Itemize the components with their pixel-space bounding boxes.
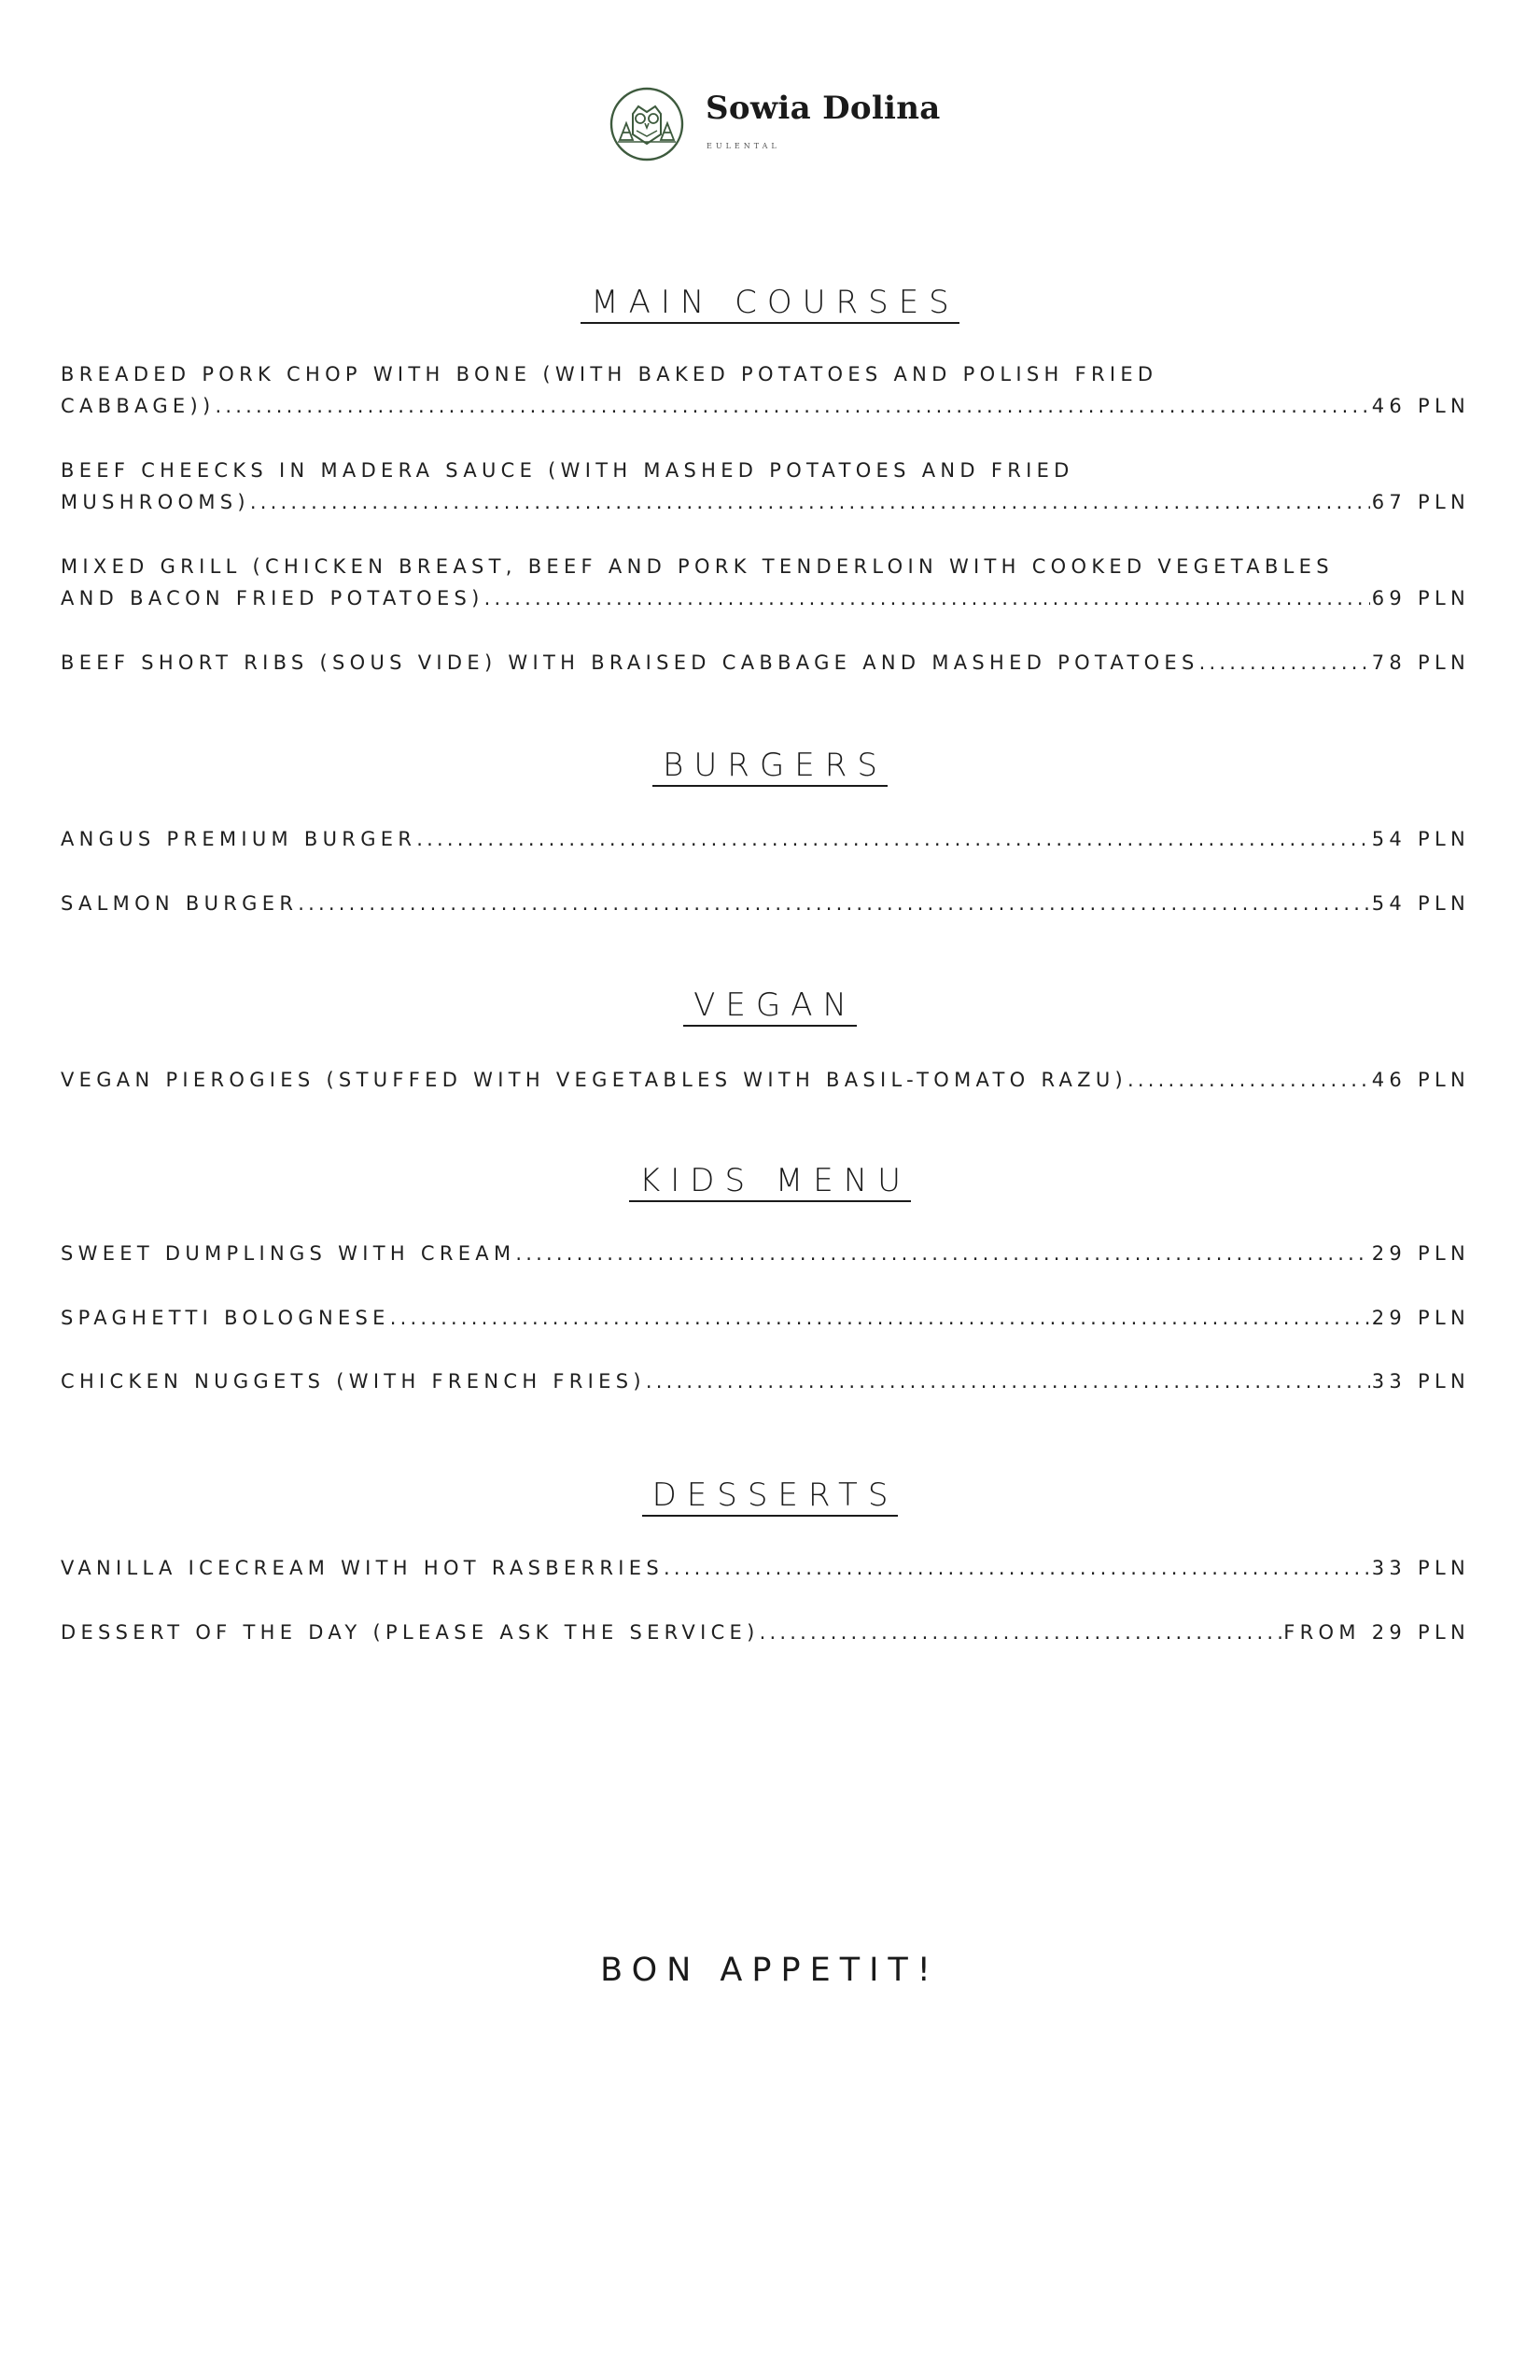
section-title: MAIN COURSES — [581, 284, 959, 324]
section-heading-burgers — [0, 747, 1540, 784]
dot-leader — [515, 1238, 1369, 1269]
item-description-line — [61, 358, 1470, 390]
item-price-line — [61, 1064, 1470, 1096]
dot-leader — [250, 486, 1370, 518]
section-title: VEGAN — [683, 987, 857, 1027]
item-name: SALMON BURGER — [61, 892, 299, 915]
dot-leader — [298, 888, 1370, 919]
section-title: DESSERTS — [642, 1477, 899, 1517]
dot-leader — [390, 1302, 1370, 1334]
menu-item — [61, 1238, 1470, 1269]
section-heading-vegan — [0, 987, 1540, 1024]
item-price: 33 PLN — [1371, 1370, 1470, 1393]
menu-item — [61, 1302, 1470, 1334]
item-price-line — [61, 823, 1470, 855]
menu-item — [61, 888, 1470, 919]
menu-item — [61, 358, 1470, 422]
item-price-line — [61, 1552, 1470, 1584]
item-name: SPAGHETTI BOLOGNESE — [61, 1307, 390, 1329]
item-price: 46 PLN — [1371, 1069, 1470, 1091]
brand-name: Sowia Dolina — [706, 90, 941, 127]
item-price: 33 PLN — [1371, 1557, 1470, 1579]
menu-item — [61, 551, 1470, 614]
dot-leader — [1127, 1064, 1370, 1096]
item-price-line — [61, 888, 1470, 919]
dot-leader — [646, 1365, 1370, 1397]
item-name: SWEET DUMPLINGS WITH CREAM — [61, 1242, 516, 1265]
item-price-line — [61, 647, 1470, 679]
item-price-line — [61, 582, 1470, 614]
item-name: DESSERT OF THE DAY (PLEASE ASK THE SERVICE) — [61, 1621, 760, 1644]
item-price-line — [61, 1302, 1470, 1334]
item-price: 29 PLN — [1371, 1307, 1470, 1329]
item-name: VEGAN PIEROGIES (STUFFED WITH VEGETABLES WITH BASIL-TOMATO RAZU) — [61, 1069, 1128, 1091]
menu-item — [61, 647, 1470, 679]
item-name: BREADED PORK CHOP WITH BONE (WITH BAKED POTATOES AND POLISH FRIED — [61, 363, 1158, 385]
item-price: 54 PLN — [1371, 828, 1470, 850]
item-name-continued: MUSHROOMS) — [61, 491, 250, 513]
section-heading-kids-menu — [0, 1162, 1540, 1199]
item-price: 54 PLN — [1371, 892, 1470, 915]
section-title: KIDS MENU — [629, 1162, 911, 1202]
menu-item — [61, 1552, 1470, 1584]
section-title: BURGERS — [652, 747, 888, 787]
brand-logo — [609, 86, 945, 164]
item-name-continued: AND BACON FRIED POTATOES) — [61, 587, 484, 609]
item-price-line — [61, 486, 1470, 518]
dot-leader — [416, 823, 1369, 855]
item-price: 46 PLN — [1371, 395, 1470, 417]
item-name: CHICKEN NUGGETS (WITH FRENCH FRIES) — [61, 1370, 646, 1393]
item-name: VANILLA ICECREAM WITH HOT RASBERRIES — [61, 1557, 664, 1579]
dot-leader — [484, 582, 1370, 614]
menu-item — [61, 1365, 1470, 1397]
menu-item — [61, 823, 1470, 855]
menu-item — [61, 455, 1470, 518]
item-price: 67 PLN — [1371, 491, 1470, 513]
section-heading-desserts — [0, 1477, 1540, 1514]
item-price-line — [61, 1365, 1470, 1397]
menu-item — [61, 1617, 1470, 1648]
menu-item — [61, 1064, 1470, 1096]
dot-leader — [760, 1617, 1282, 1648]
item-name: MIXED GRILL (CHICKEN BREAST, BEEF AND PORK TENDERLOIN WITH COOKED VEGETABLES — [61, 555, 1334, 578]
item-description-line — [61, 551, 1470, 582]
item-name: BEEF CHEECKS IN MADERA SAUCE (WITH MASHED POTATOES AND FRIED — [61, 459, 1074, 482]
item-description-line — [61, 455, 1470, 486]
item-price: 69 PLN — [1371, 587, 1470, 609]
item-price-line — [61, 1238, 1470, 1269]
closing-message: BON APPETIT! — [600, 1952, 940, 1989]
dot-leader — [215, 390, 1369, 422]
dot-leader — [1199, 647, 1370, 679]
item-name: ANGUS PREMIUM BURGER — [61, 828, 417, 850]
item-price: FROM 29 PLN — [1283, 1621, 1470, 1644]
section-heading-main-courses — [0, 284, 1540, 321]
item-price-line — [61, 1617, 1470, 1648]
item-name: BEEF SHORT RIBS (SOUS VIDE) WITH BRAISED CABBAGE AND MASHED POTATOES — [61, 651, 1199, 674]
item-name-continued: CABBAGE)) — [61, 395, 216, 417]
item-price-line — [61, 390, 1470, 422]
owl-logo-icon — [609, 86, 685, 162]
item-price: 78 PLN — [1371, 651, 1470, 674]
brand-subtitle: EULENTAL — [707, 142, 780, 150]
item-price: 29 PLN — [1371, 1242, 1470, 1265]
dot-leader — [664, 1552, 1370, 1584]
